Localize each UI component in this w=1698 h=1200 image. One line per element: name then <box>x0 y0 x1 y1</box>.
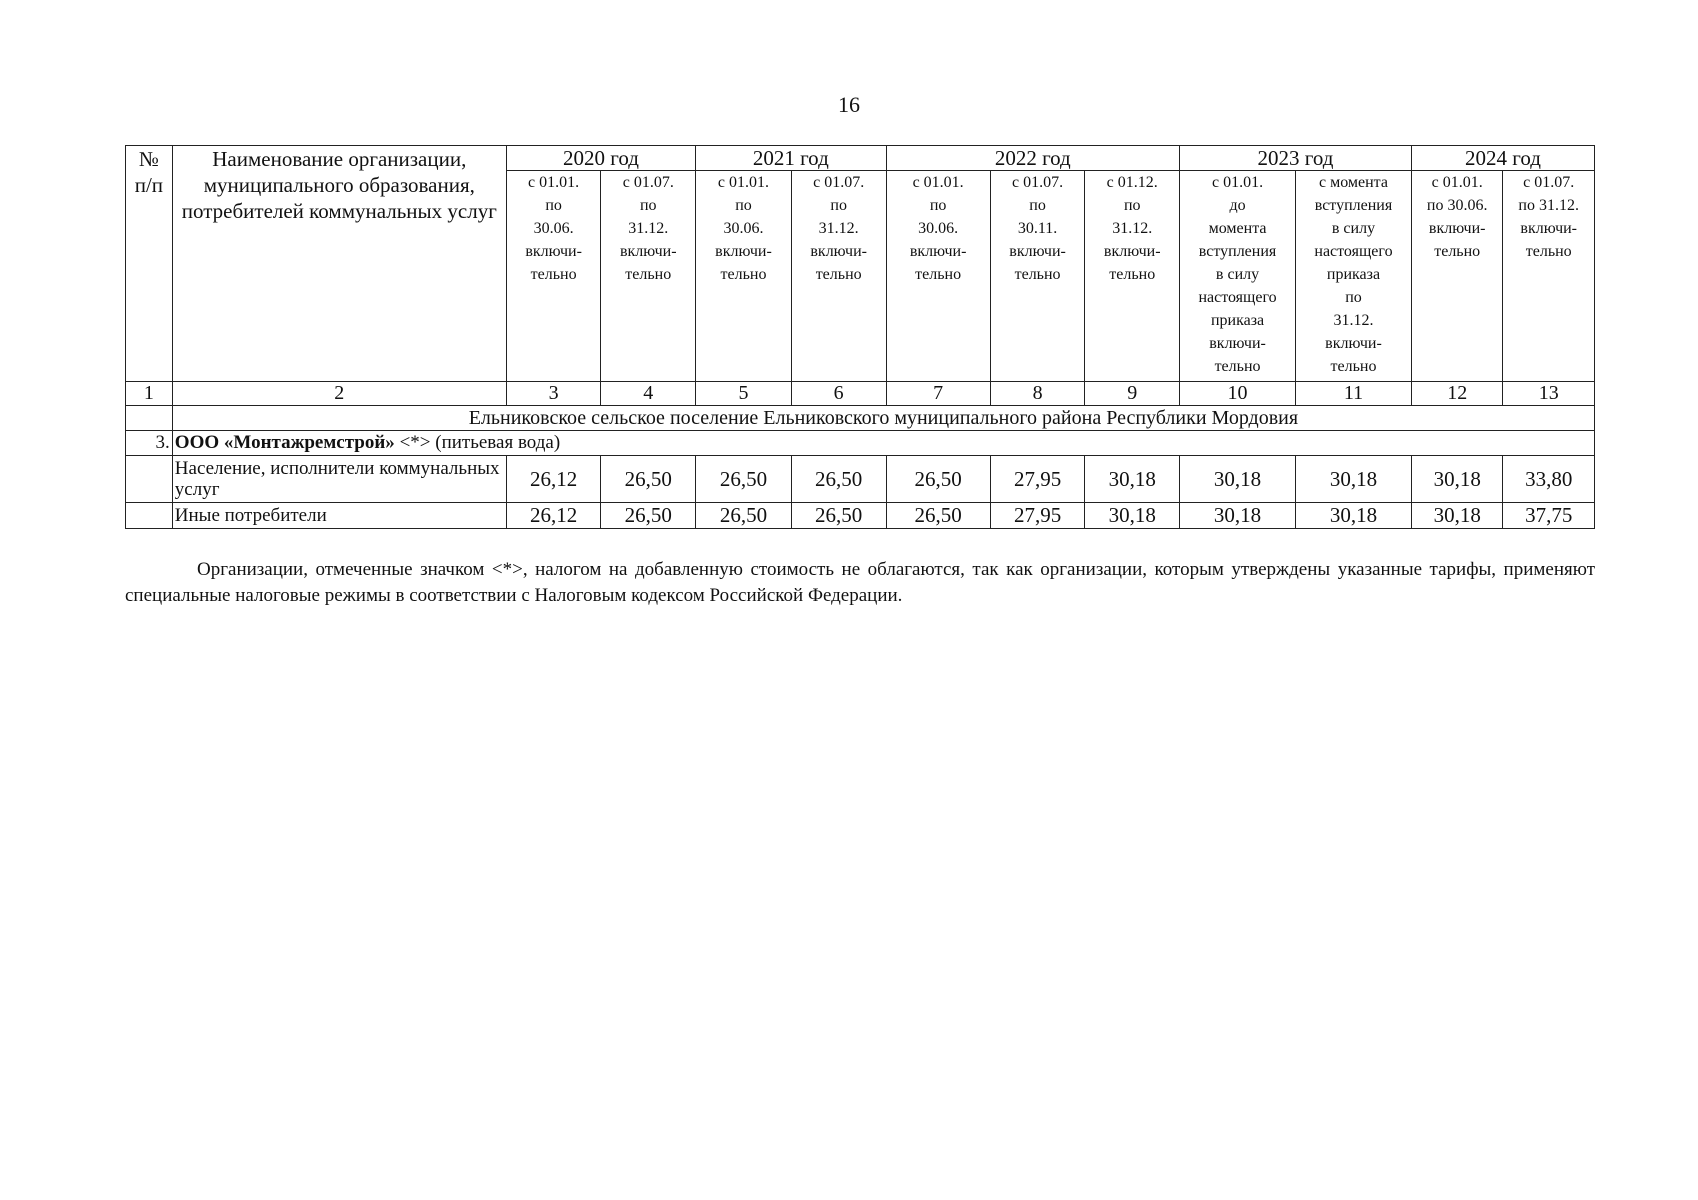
section-empty-cell <box>126 406 173 431</box>
page-number: 16 <box>838 92 860 117</box>
tariff-value: 37,75 <box>1503 503 1595 529</box>
footnote: Организации, отмеченные значком <*>, налогом на добавленную стоимость не облагаются, так как организации, которым утверждены указанные тарифы, применяют специальные налоговые режимы в соответствии с Налоговым кодексом Российской Федерации. <box>125 559 1595 606</box>
header-year-2024: 2024 год <box>1411 146 1594 171</box>
section-title: Ельниковское сельское поселение Ельниковского муниципального района Республики Мордовия <box>172 406 1594 431</box>
tariff-value: 26,50 <box>886 503 990 529</box>
header-period: с момента вступления в силу настоящего приказа по 31.12. включи- тельно <box>1296 171 1412 382</box>
tariff-value: 30,18 <box>1085 456 1180 503</box>
column-number: 5 <box>696 382 792 406</box>
tariff-value: 30,18 <box>1296 456 1412 503</box>
column-number: 8 <box>990 382 1085 406</box>
tariff-value: 26,50 <box>696 503 792 529</box>
section-row <box>126 406 1595 431</box>
tariff-value: 26,50 <box>601 456 696 503</box>
header-period: с 01.07. по 31.12. включи- тельно <box>791 171 886 382</box>
header-period: с 01.07. по 30.11. включи- тельно <box>990 171 1085 382</box>
organization-number: 3. <box>126 431 173 456</box>
header-period: с 01.07. по 31.12. включи- тельно <box>1503 171 1595 382</box>
row-empty-cell <box>126 503 173 529</box>
organization-cell <box>172 431 1594 456</box>
column-number: 3 <box>506 382 601 406</box>
header-period: с 01.01. по 30.06. включи- тельно <box>886 171 990 382</box>
organization-row <box>126 431 1595 456</box>
consumer-name: Иные потребители <box>172 503 506 529</box>
column-number: 2 <box>172 382 506 406</box>
header-period: с 01.01. по 30.06. включи- тельно <box>696 171 792 382</box>
tariff-value: 26,50 <box>601 503 696 529</box>
header-year-2021: 2021 год <box>696 146 886 171</box>
tariff-value: 26,12 <box>506 503 601 529</box>
column-number: 10 <box>1180 382 1296 406</box>
tariff-value: 26,12 <box>506 456 601 503</box>
header-period: с 01.01. до момента вступления в силу настоящего приказа включи- тельно <box>1180 171 1296 382</box>
column-number: 11 <box>1296 382 1412 406</box>
tariff-value: 30,18 <box>1296 503 1412 529</box>
tariff-value: 26,50 <box>696 456 792 503</box>
tariff-value: 26,50 <box>791 503 886 529</box>
tariff-value: 30,18 <box>1180 456 1296 503</box>
header-year-row <box>126 146 1595 171</box>
header-period: с 01.12. по 31.12. включи- тельно <box>1085 171 1180 382</box>
tariff-value: 30,18 <box>1411 503 1502 529</box>
table-row <box>126 456 1595 503</box>
tariff-value: 30,18 <box>1411 456 1502 503</box>
tariff-value: 27,95 <box>990 503 1085 529</box>
column-number-row <box>126 382 1595 406</box>
header-organization-name: Наименование организации, муниципального образования, потребителей коммунальных услуг <box>172 146 506 382</box>
header-number: № п/п <box>126 146 173 382</box>
consumer-name: Население, исполнители коммунальных услуг <box>172 456 506 503</box>
column-number: 4 <box>601 382 696 406</box>
organization-name: ООО «Монтажремстрой» <box>174 432 395 453</box>
organization-note: <*> (питьевая вода) <box>394 432 561 453</box>
column-number: 7 <box>886 382 990 406</box>
column-number: 13 <box>1503 382 1595 406</box>
table-row <box>126 503 1595 529</box>
header-period: с 01.01. по 30.06. включи- тельно <box>1411 171 1502 382</box>
header-period: с 01.01. по 30.06. включи- тельно <box>506 171 601 382</box>
row-empty-cell <box>126 456 173 503</box>
tariff-value: 26,50 <box>886 456 990 503</box>
header-year-2023: 2023 год <box>1180 146 1412 171</box>
column-number: 6 <box>791 382 886 406</box>
tariff-value: 30,18 <box>1085 503 1180 529</box>
column-number: 9 <box>1085 382 1180 406</box>
tariff-table <box>125 145 1595 529</box>
tariff-value: 26,50 <box>791 456 886 503</box>
tariff-value: 30,18 <box>1180 503 1296 529</box>
header-year-2022: 2022 год <box>886 146 1180 171</box>
column-number: 1 <box>126 382 173 406</box>
tariff-value: 27,95 <box>990 456 1085 503</box>
column-number: 12 <box>1411 382 1502 406</box>
header-period: с 01.07. по 31.12. включи- тельно <box>601 171 696 382</box>
tariff-value: 33,80 <box>1503 456 1595 503</box>
header-year-2020: 2020 год <box>506 146 695 171</box>
